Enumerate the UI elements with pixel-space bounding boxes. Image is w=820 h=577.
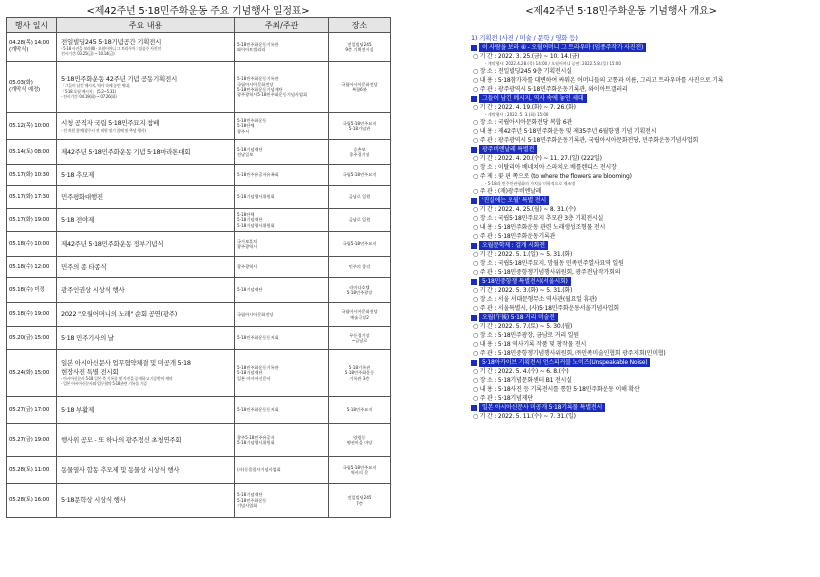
cell-place — [329, 350, 391, 397]
cell-line: 05.28(토) 16:00 — [9, 497, 50, 504]
cell-place — [329, 424, 391, 457]
cell-line: 전일빌딩245 5·18기념공간 기획전시 — [61, 37, 162, 46]
cell-line: ~금남로 — [351, 338, 368, 343]
cell-line: 전남일보 — [237, 152, 254, 157]
event-heading — [471, 241, 814, 250]
cell-place — [329, 186, 391, 209]
cell-line: 민주의 종각 — [348, 264, 371, 270]
cell-place — [329, 257, 391, 278]
detail-line: ○ 기 간 : 2022. 3. 25.(금) ~ 10. 14.(금) — [473, 53, 580, 60]
schedule-row — [7, 209, 391, 232]
detail-line: ○ 기 간 : 2022. 4. 20.(수) ~ 11. 27.(일) (222일) — [473, 155, 602, 162]
event-heading — [471, 403, 814, 412]
cell-line: 05.18(수) 10:00 — [9, 240, 50, 247]
detail-line: ○ 주 관 : 서울특별시, (사)5·18민주화운동서울기념사업회 — [473, 305, 619, 312]
cell-line: 국립아시아문화전당 — [237, 81, 274, 87]
cell-line: 5·18민주화운동 — [237, 117, 267, 123]
detail-line: ○ 기 간 : 2022. 5. 3.(화) ~ 5. 31.(화) — [473, 287, 573, 294]
cell-line: 05.27(금) 17:00 — [9, 406, 50, 413]
cell-line: 와이아트갤러리 — [237, 47, 266, 52]
cell-line: - 전시기간: 04.19(화) ~ 07.26(화) — [61, 93, 117, 99]
cell-line: 무등경기장 — [349, 332, 370, 338]
cell-line: 동물열사 합동 추모제 및 동물상 시상식 행사 — [61, 465, 180, 474]
cell-content — [57, 62, 235, 113]
detail-line: ○ 내 용 : 5·18사진 등 기록전시를 통한 5·18민주화운동 이해 확산 — [473, 386, 640, 393]
cell-content — [57, 186, 235, 209]
cell-content — [57, 209, 235, 232]
event-heading — [471, 94, 814, 103]
cell-line: 5·18기념행사위원회 — [237, 194, 275, 200]
cell-content — [57, 113, 235, 140]
schedule-row — [7, 350, 391, 397]
cell-line: 5·18민주화운동 — [344, 370, 375, 376]
cell-date — [7, 424, 57, 457]
cell-host — [235, 278, 329, 303]
cell-line: 민주의 종 타종식 — [61, 262, 107, 271]
event-title: 5·18아카이브 기획전시 언스피커블 노이즈(Unspeakable Noise) — [479, 358, 650, 367]
cell-content — [57, 257, 235, 278]
cell-date — [7, 140, 57, 165]
schedule-row — [7, 165, 391, 186]
cell-line: 5·18기념재단 — [237, 217, 263, 223]
cell-line: 5·18기록관 — [348, 364, 371, 370]
cell-line: 펭귄마을 마당 — [346, 440, 373, 445]
detail-line: ○ 주 관 : 5·18기념재단 — [473, 395, 533, 402]
cell-line: 라마다호텔 — [349, 284, 370, 290]
cell-line: 05.28(토) 11:00 — [9, 466, 50, 473]
cell-date — [7, 257, 57, 278]
cell-host — [235, 33, 329, 62]
cell-content — [57, 350, 235, 397]
event-heading — [471, 145, 814, 154]
detail-line: ○ 장 소 : 서울 서대문형무소 역사관(월요일 휴관) — [473, 296, 597, 303]
detail-line: ○ 기 간 : 2022. 4. 25.(월) ~ 8. 31.(수) — [473, 206, 576, 213]
event-heading — [471, 196, 814, 205]
detail-line: ○ 장 소 : 이탈리아 베네치아 스파치오 베를렌디스 전시장 — [473, 164, 617, 171]
cell-line: 05.17(화) 19:00 — [9, 216, 50, 223]
cell-content — [57, 33, 235, 62]
cell-place — [329, 140, 391, 165]
detail-line: ○ 내 용 : 5·18참가자를 대변하여 싸워온 어머니들의 고통과 이름, 그리고 트라우마를 사진으로 기록 — [473, 77, 724, 84]
detail-note: - 개막행사: 2022.4.28.(목) 14:00 / 오월어머니 공연: 2022.5.8.(일) 15:00 — [485, 61, 621, 66]
detail-line: ○ 주 제 : 꽃 핀 쪽으로 (to where the flowers are blooming) — [473, 173, 632, 180]
overview-title: <제42주년 5·18민주화운동 기념행사 개요> — [525, 6, 717, 17]
cell-date — [7, 165, 57, 186]
cell-line: 역사의 문 — [350, 470, 369, 475]
cell-host — [235, 257, 329, 278]
cell-content — [57, 484, 235, 518]
cell-date — [7, 350, 57, 397]
schedule-row — [7, 327, 391, 350]
cell-content — [57, 303, 235, 327]
cell-line: 국립아시아문화전당 — [237, 311, 274, 317]
cell-line: (개막식 예정) — [9, 87, 41, 93]
cell-content — [57, 165, 235, 186]
cell-place — [329, 303, 391, 327]
cell-line: 5·18단체 — [237, 123, 255, 129]
cell-line: 승촌보 — [353, 146, 366, 152]
schedule-row — [7, 232, 391, 257]
cell-line: 5·18기념재단 — [237, 146, 263, 152]
cell-line: 전시기간: 03.25(금) ~ 10.14(금) — [61, 51, 115, 57]
event-heading — [471, 358, 814, 367]
cell-line: 5·18민주화운동동지회 — [237, 335, 279, 341]
square-bullet-icon — [471, 360, 477, 366]
cell-line: 5·18민주묘지 — [346, 407, 373, 413]
cell-line: 일본 아시아신문사 업무협약체결 및 미공개 5·18 — [61, 359, 191, 368]
cell-place — [329, 209, 391, 232]
cell-line: 5·18민주화운동기록관 — [237, 41, 279, 47]
schedule-row — [7, 303, 391, 327]
cell-host — [235, 350, 329, 397]
cell-line: 04.28(목) 14:00 — [9, 40, 50, 47]
square-bullet-icon — [471, 315, 477, 321]
event-title: 그들이 남긴 메시지, 역사 속에 놓인 세대 — [479, 94, 587, 103]
cell-date — [7, 186, 57, 209]
cell-line: 5·18기념행사위원회 — [237, 222, 275, 228]
cell-line: 5·18민주화운동기념재단 — [237, 87, 283, 92]
event-title: 일본 아시아신문사 미공개 5·18기록물 특별전시 — [479, 403, 605, 412]
cell-line: 5·18민주화운동기록관 — [237, 364, 279, 370]
cell-host — [235, 457, 329, 484]
cell-date — [7, 232, 57, 257]
cell-date — [7, 62, 57, 113]
cell-line: 예술극장2 — [350, 314, 369, 320]
cell-host — [235, 424, 329, 457]
cell-line: 민주평화대행진 — [61, 192, 103, 201]
cell-line: 행사위 공모 - 또 하나의 광주정신 초청연주회 — [61, 435, 182, 444]
schedule-row — [7, 484, 391, 518]
header-host: 주최/주관 — [235, 18, 329, 33]
event-title: 5·18민중항쟁 특별전시(서울시회) — [479, 277, 571, 286]
detail-line: ○ 내 용 : 5·18민주화운동 관련 노래생성조형물 전시 — [473, 224, 606, 231]
event-title: '진실에는 오월' 특별 전시 — [479, 196, 549, 205]
header-date: 행사 일시 — [7, 18, 57, 33]
detail-line: ○ 장 소 : 국립5·18민주묘지 추모관 3층 기획전시실 — [473, 215, 604, 222]
detail-line: ○ 기 간 : 2022. 4. 19.(화) ~ 7. 26.(화) — [473, 104, 576, 111]
cell-date — [7, 397, 57, 424]
cell-place — [329, 327, 391, 350]
cell-date — [7, 327, 57, 350]
cell-line: 국가보훈처 — [237, 238, 258, 244]
cell-line: 5·18민주유공자유족회 — [237, 172, 279, 178]
cell-line: 5·18민주화운동동지회 — [237, 407, 279, 413]
cell-line: 복합6관 — [352, 87, 367, 92]
cell-line: 종주경기장 — [349, 152, 370, 157]
cell-line: 일본 아시아신문사 — [237, 375, 271, 381]
event-title: 이 사람을 보라 ④ - 오월어머니 그 트라우마 (임종주작가 사진전) — [479, 43, 646, 52]
cell-line: 국립5·18민주묘지 — [342, 464, 377, 470]
event-title: 오월문학제 : 걸개 시화전 — [479, 241, 548, 250]
schedule-row — [7, 278, 391, 303]
cell-date — [7, 209, 57, 232]
cell-place — [329, 165, 391, 186]
cell-line: 5·18기념행사위원회 — [237, 440, 275, 445]
cell-place — [329, 232, 391, 257]
cell-line: 시청 공직자 국립 5·18민주묘지 참배 — [61, 119, 160, 128]
cell-place — [329, 62, 391, 113]
cell-date — [7, 33, 57, 62]
cell-line: 광주인권상 시상식 행사 — [61, 285, 125, 294]
schedule-table — [6, 17, 391, 518]
cell-line: 05.03(화) — [9, 80, 33, 87]
cell-line: 05.17(화) 10:30 — [9, 171, 50, 178]
cell-content — [57, 278, 235, 303]
detail-line: ○ 기 간 : 2022. 5. 11.(수) ~ 7. 31.(일) — [473, 413, 576, 420]
cell-line: 광주시 — [237, 128, 250, 134]
cell-date — [7, 457, 57, 484]
cell-line: 5·18기념재단 — [237, 287, 263, 293]
detail-line: ○ 주 관 : 5·18민중항쟁기념행사위원회, ㈜민족미술인협회 광주지회(민미협) — [473, 350, 666, 357]
cell-line: - 5·18 사진을 보라(Ⅱ) - 오월어머니 그 트라우마 : 임종주 사진전 — [61, 46, 161, 52]
cell-line: 5·18단체 — [237, 211, 255, 217]
cell-place — [329, 278, 391, 303]
header-place: 장소 — [329, 18, 391, 33]
square-bullet-icon — [471, 96, 477, 102]
cell-line: - 아시아신문사 5·18 일본 측 기록물 및 사진을 공개하고 기증받아 계약 — [61, 376, 173, 382]
cell-place — [329, 33, 391, 62]
cell-line: 5·18민주화운동기록관 — [237, 76, 279, 82]
cell-content — [57, 424, 235, 457]
detail-line: ○ 내 용 : 제42주년 5·18민주화운동 및 제35주년 6월항쟁 기념 기획전시 — [473, 128, 657, 135]
cell-date — [7, 113, 57, 140]
cell-line: 금남로 일원 — [348, 217, 371, 223]
cell-line: (개막식) — [9, 47, 29, 53]
cell-line: 광주광역시 — [237, 244, 258, 249]
cell-line: 광주광역시5·18민주화운동기념사업회 — [237, 92, 308, 98]
schedule-panel — [6, 0, 390, 577]
cell-line: 5·18민주화운동 — [237, 497, 267, 503]
cell-line: (사)동물열사기념사업회 — [237, 467, 281, 473]
square-bullet-icon — [471, 243, 477, 249]
detail-line: ○ 장 소 : 5·18민주광장, 금남로 거리 일원 — [473, 332, 579, 339]
detail-note: - 개막행사 : 2022. 5. 3.(화) 15:00 — [485, 112, 549, 117]
schedule-row — [7, 140, 391, 165]
cell-line: - 전 직원 참여(광주시 전 직원 정기 참배 및 추념 행사) — [61, 127, 146, 133]
cell-line: 기념사업회 — [237, 503, 258, 509]
detail-line: ○ 주 관 : 5·18민중항쟁기념행사위원회, 광주전남작가회의 — [473, 269, 621, 276]
cell-place — [329, 457, 391, 484]
cell-line: 05.18(수) 12:00 — [9, 263, 50, 270]
detail-line: ○ 주 관 : (재)광주비엔날레 — [473, 188, 542, 195]
cell-line: 05.14(토) 08:00 — [9, 148, 50, 155]
detail-line: ○ 장 소 : 5·18기념문화센터 B1 전시실 — [473, 377, 572, 384]
cell-line: 광주5·18민주유공자 — [237, 434, 275, 440]
cell-place — [329, 484, 391, 518]
cell-line: 5·18기념재단 — [237, 370, 263, 376]
cell-line: 05.27(금) 19:00 — [9, 436, 50, 443]
cell-line: 05.12(목) 10:00 — [9, 122, 50, 129]
detail-line: ○ 기 간 : 2022. 5. 4.(수) ~ 6. 8.(수) — [473, 368, 569, 375]
detail-line: ○ 기 간 : 2022. 5. 1.(일) ~ 5. 31.(화) — [473, 251, 573, 258]
cell-host — [235, 232, 329, 257]
cell-line: 05.18(수) 19:00 — [9, 311, 50, 318]
event-heading — [471, 277, 814, 286]
cell-line: 금남로 일원 — [348, 194, 371, 200]
cell-host — [235, 397, 329, 424]
cell-host — [235, 165, 329, 186]
cell-line: 국립아시아문화전당 — [341, 309, 378, 315]
cell-line: 5·18 민주기사의 날 — [61, 333, 114, 342]
event-heading — [471, 313, 814, 322]
cell-line: 「그들이 남긴 메시지, 역사 속에 놓인 세대」 — [61, 83, 133, 89]
cell-date — [7, 278, 57, 303]
detail-line: ○ 장 소 : 국립아시아문화전당 복합 6관 — [473, 119, 573, 126]
cell-line: 05.18(수) 미정 — [9, 286, 45, 293]
overview-panel — [471, 0, 814, 577]
detail-line: ○ 주 관 : 5·18민주화운동기록관 — [473, 233, 556, 240]
cell-content — [57, 457, 235, 484]
cell-content — [57, 232, 235, 257]
schedule-row — [7, 257, 391, 278]
cell-line: 5·18민주화운동 42주년 기념 공동기획전시 — [61, 75, 177, 83]
cell-date — [7, 484, 57, 518]
cell-content — [57, 140, 235, 165]
detail-line: ○ 기 간 : 2022. 5. 7.(토) ~ 5. 30.(월) — [473, 323, 573, 330]
event-title: 오월(午後) 5·18 거리 미술전 — [479, 313, 558, 322]
cell-line: 기록관 3층 — [349, 375, 370, 381]
schedule-row — [7, 186, 391, 209]
cell-line: 「5·18 오월 메시지」 (5.2~5.31) — [61, 88, 116, 94]
cell-line: 5·18기념관 — [348, 126, 371, 131]
overview-list — [471, 34, 814, 421]
cell-line: 5·18 추모제 — [61, 170, 94, 179]
detail-line: ○ 내 용 : 5·18 역사기록 작품 및 창작물 전시 — [473, 341, 587, 348]
schedule-row — [7, 113, 391, 140]
cell-line: 현장사진 특별 전시회 — [61, 367, 119, 376]
cell-content — [57, 397, 235, 424]
cell-line: 7층 — [356, 500, 363, 506]
cell-line: 5·18문학상 시상식 행사 — [61, 496, 126, 505]
detail-line: ○ 장 소 : 국립5·18민주묘지, 망월동 민족민주열사묘역 일원 — [473, 260, 624, 267]
detail-line: ○ 주 관 : 광주광역시 5·18민주화운동기록관, 와이아트갤러리 — [473, 86, 628, 93]
cell-line: 05.17(화) 17:30 — [9, 193, 50, 200]
cell-line: 광주광역시 — [237, 264, 258, 270]
cell-line: 9층 기획전시실 — [345, 47, 374, 52]
cell-line: 5·18 부활제 — [61, 405, 94, 414]
cell-host — [235, 484, 329, 518]
cell-date — [7, 303, 57, 327]
header-content: 주요 내용 — [57, 18, 235, 33]
cell-line: 05.20(금) 15:00 — [9, 334, 50, 341]
cell-line: 5·18민주광장 — [346, 290, 373, 295]
schedule-row — [7, 424, 391, 457]
schedule-row — [7, 457, 391, 484]
square-bullet-icon — [471, 279, 477, 285]
cell-host — [235, 327, 329, 350]
cell-line: 제42주년 5·18민주화운동 정부기념식 — [61, 239, 164, 248]
square-bullet-icon — [471, 405, 477, 411]
detail-line: ○ 장 소 : 전일빌딩245 9층 기획전시실 — [473, 68, 572, 75]
cell-line: 2022 "오월어머니의 노래" 순회 공연(광주) — [61, 310, 177, 319]
cell-line: 전일빌딩245 — [347, 41, 372, 47]
schedule-header-row — [7, 18, 391, 33]
cell-line: 5·18 전야제 — [61, 215, 94, 224]
cell-line: 05.24(화) 15:00 — [9, 369, 50, 376]
cell-line: 5·18기념재단 — [237, 492, 263, 498]
detail-note: - 5·18과 민주인권평화의 가치를 미학적으로 재조명 — [485, 181, 576, 186]
cell-line: 국립아시아문화전당 — [341, 81, 378, 87]
event-heading — [471, 43, 814, 52]
cell-host — [235, 303, 329, 327]
event-title: 광주비엔날레 특별전 — [479, 145, 537, 154]
cell-line: 국립5·18민주묘지 — [342, 241, 377, 247]
cell-line: 전일빌딩245 — [347, 495, 372, 501]
cell-line: 국립5·18민주묘지 — [342, 172, 377, 178]
cell-host — [235, 140, 329, 165]
schedule-row — [7, 397, 391, 424]
cell-line: - 일본 아시아신문사와 업무협약 5·18관련 기록물 기증 — [61, 381, 147, 387]
detail-line: ○ 주 관 : 광주광역시 5·18민주화운동기록관, 국립아시아문화전당, 민주화운동기념사업회 — [473, 137, 699, 144]
square-bullet-icon — [471, 198, 477, 204]
cell-line: 제42주년 5·18민주화운동 기념 5·18마라톤대회 — [61, 147, 191, 156]
cell-host — [235, 62, 329, 113]
cell-place — [329, 397, 391, 424]
cell-line: 국립5·18민주묘지 — [342, 120, 377, 126]
schedule-row — [7, 62, 391, 113]
schedule-title: <제42주년 5·18민주화운동 주요 기념행사 일정표> — [86, 6, 310, 17]
schedule-row — [7, 33, 391, 62]
cell-host — [235, 113, 329, 140]
cell-place — [329, 113, 391, 140]
square-bullet-icon — [471, 45, 477, 51]
category-heading: 1) 기획전 (사진 / 미술 / 문학 / 영화 등) — [471, 34, 578, 42]
cell-line: 양림동 — [353, 434, 366, 440]
cell-host — [235, 186, 329, 209]
cell-host — [235, 209, 329, 232]
square-bullet-icon — [471, 147, 477, 153]
cell-content — [57, 327, 235, 350]
